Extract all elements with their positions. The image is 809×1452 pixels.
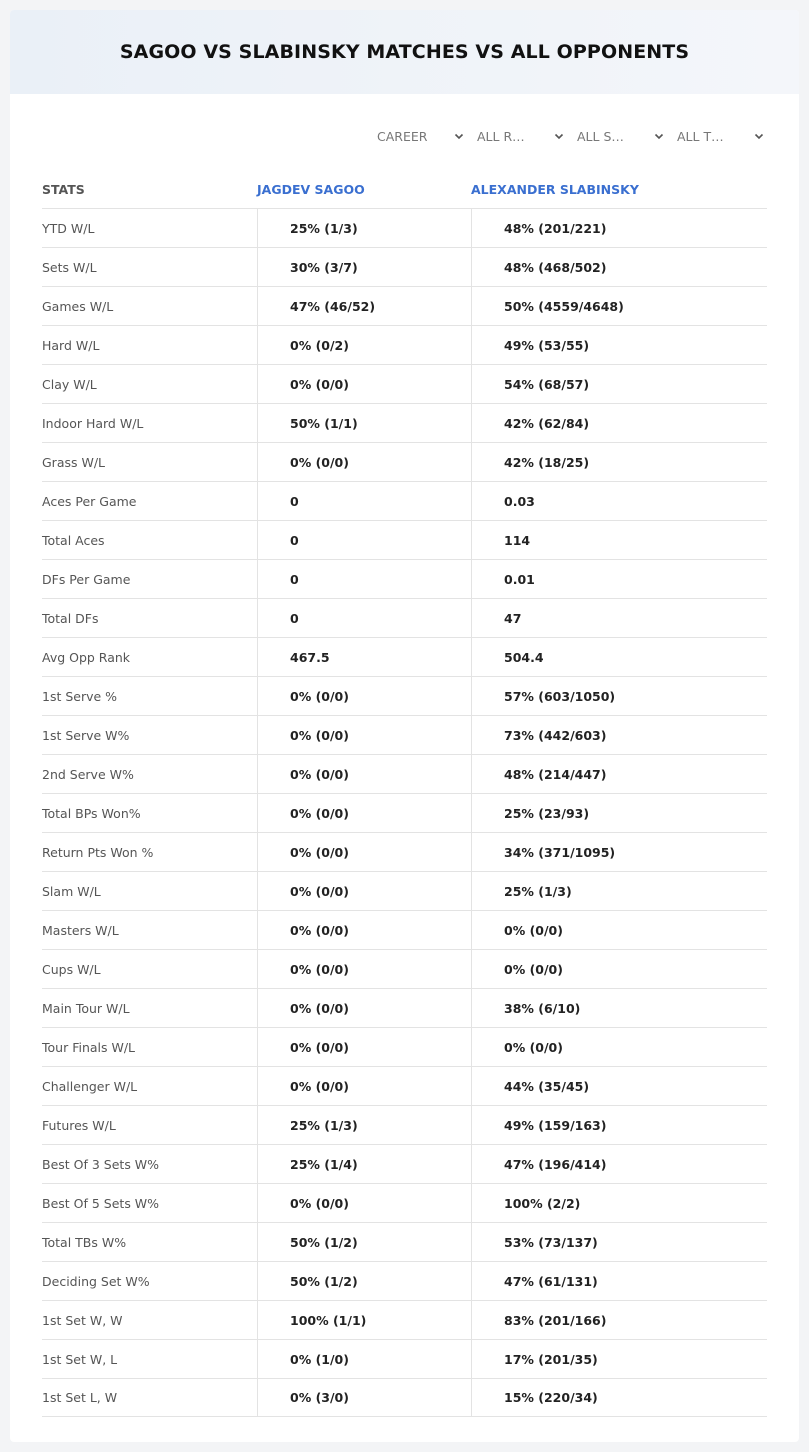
player1-value-cell: 0% (0/0) bbox=[257, 911, 471, 949]
stat-name-cell: Total TBs W% bbox=[42, 1234, 127, 1250]
player2-value-cell: 53% (73/137) bbox=[471, 1223, 767, 1261]
player2-value-cell: 73% (442/603) bbox=[471, 716, 767, 754]
table-row bbox=[42, 325, 767, 364]
player2-value-cell: 48% (214/447) bbox=[471, 755, 767, 793]
player2-value-cell: 54% (68/57) bbox=[471, 365, 767, 403]
player1-value-cell: 0% (0/0) bbox=[257, 716, 471, 754]
table-row bbox=[42, 208, 767, 247]
player1-value-cell: 50% (1/2) bbox=[257, 1223, 471, 1261]
player2-value-cell: 0% (0/0) bbox=[471, 950, 767, 988]
stat-name-cell: Games W/L bbox=[42, 298, 114, 314]
stat-name-cell: Cups W/L bbox=[42, 961, 101, 977]
table-row bbox=[42, 1261, 767, 1300]
table-row bbox=[42, 949, 767, 988]
table-row bbox=[42, 988, 767, 1027]
table-row bbox=[42, 364, 767, 403]
player2-value-cell: 17% (201/35) bbox=[471, 1340, 767, 1378]
stat-name-cell: DFs Per Game bbox=[42, 571, 131, 587]
player2-value-cell: 42% (62/84) bbox=[471, 404, 767, 442]
stat-name-cell: 1st Set L, W bbox=[42, 1390, 118, 1405]
column-header-stats: STATS bbox=[42, 182, 85, 197]
player2-value-cell: 48% (468/502) bbox=[471, 248, 767, 286]
player1-value-cell: 0% (1/0) bbox=[257, 1340, 471, 1378]
stat-name-cell: Best Of 5 Sets W% bbox=[42, 1195, 160, 1211]
player2-value-cell: 114 bbox=[471, 521, 767, 559]
player1-value-cell: 25% (1/4) bbox=[257, 1145, 471, 1183]
stat-name-cell: Challenger W/L bbox=[42, 1078, 138, 1094]
player1-value-cell: 0 bbox=[257, 599, 471, 637]
table-row bbox=[42, 286, 767, 325]
filter-bar bbox=[367, 126, 767, 146]
player1-value-cell: 0% (3/0) bbox=[257, 1379, 471, 1416]
player2-value-cell: 42% (18/25) bbox=[471, 443, 767, 481]
player1-value-cell: 0% (0/0) bbox=[257, 365, 471, 403]
player1-value-cell: 0% (0/0) bbox=[257, 677, 471, 715]
card-header bbox=[10, 10, 799, 94]
table-row bbox=[42, 559, 767, 598]
player1-value-cell: 467.5 bbox=[257, 638, 471, 676]
table-row bbox=[42, 715, 767, 754]
stat-name-cell: Return Pts Won % bbox=[42, 844, 154, 860]
stat-name-cell: Deciding Set W% bbox=[42, 1273, 150, 1289]
table-row bbox=[42, 481, 767, 520]
filter-surface-select[interactable] bbox=[567, 126, 667, 146]
player1-value-cell: 0 bbox=[257, 560, 471, 598]
stat-name-cell: Futures W/L bbox=[42, 1117, 116, 1133]
stat-name-cell: Aces Per Game bbox=[42, 493, 137, 509]
filter-label: CAREER bbox=[377, 128, 428, 144]
table-row bbox=[42, 1144, 767, 1183]
player2-value-cell: 15% (220/34) bbox=[471, 1379, 767, 1416]
player1-value-cell: 25% (1/3) bbox=[257, 209, 471, 247]
player2-value-cell: 100% (2/2) bbox=[471, 1184, 767, 1222]
stat-name-cell: Avg Opp Rank bbox=[42, 649, 131, 665]
player2-value-cell: 0.03 bbox=[471, 482, 767, 520]
player1-value-cell: 0% (0/0) bbox=[257, 989, 471, 1027]
player1-value-cell: 0% (0/2) bbox=[257, 326, 471, 364]
stat-name-cell: 1st Serve W% bbox=[42, 727, 130, 743]
player1-value-cell: 0 bbox=[257, 482, 471, 520]
filter-label: ALL T… bbox=[677, 128, 724, 144]
stats-card bbox=[10, 10, 799, 1442]
filter-period-select[interactable] bbox=[367, 126, 467, 146]
player1-value-cell: 0% (0/0) bbox=[257, 872, 471, 910]
table-row bbox=[42, 754, 767, 793]
player1-value-cell: 0% (0/0) bbox=[257, 1028, 471, 1066]
player1-value-cell: 0 bbox=[257, 521, 471, 559]
stat-name-cell: 1st Set W, W bbox=[42, 1312, 123, 1328]
column-header-player1-link[interactable]: JAGDEV SAGOO bbox=[257, 182, 365, 197]
stat-name-cell: Clay W/L bbox=[42, 376, 97, 392]
player2-value-cell: 25% (1/3) bbox=[471, 872, 767, 910]
player1-value-cell: 30% (3/7) bbox=[257, 248, 471, 286]
player1-value-cell: 0% (0/0) bbox=[257, 950, 471, 988]
table-row bbox=[42, 871, 767, 910]
page-title: SAGOO VS SLABINSKY MATCHES VS ALL OPPONENTS bbox=[119, 41, 690, 63]
player1-value-cell: 0% (0/0) bbox=[257, 833, 471, 871]
filter-tournament-select[interactable] bbox=[667, 126, 767, 146]
player2-value-cell: 49% (53/55) bbox=[471, 326, 767, 364]
table-row bbox=[42, 598, 767, 637]
table-row bbox=[42, 1183, 767, 1222]
table-row bbox=[42, 676, 767, 715]
table-row bbox=[42, 1300, 767, 1339]
table-row bbox=[42, 832, 767, 871]
table-row bbox=[42, 1339, 767, 1378]
player2-value-cell: 48% (201/221) bbox=[471, 209, 767, 247]
stat-name-cell: Masters W/L bbox=[42, 922, 119, 938]
stat-name-cell: 1st Set W, L bbox=[42, 1351, 118, 1367]
filter-label: ALL R… bbox=[477, 128, 525, 144]
player2-value-cell: 47% (61/131) bbox=[471, 1262, 767, 1300]
player2-value-cell: 0% (0/0) bbox=[471, 911, 767, 949]
player1-value-cell: 100% (1/1) bbox=[257, 1301, 471, 1339]
player1-value-cell: 0% (0/0) bbox=[257, 443, 471, 481]
table-row bbox=[42, 910, 767, 949]
player1-value-cell: 0% (0/0) bbox=[257, 1067, 471, 1105]
chevron-down-icon bbox=[453, 130, 465, 142]
stat-name-cell: Tour Finals W/L bbox=[42, 1039, 136, 1055]
player2-value-cell: 83% (201/166) bbox=[471, 1301, 767, 1339]
stat-name-cell: YTD W/L bbox=[42, 220, 95, 236]
player1-value-cell: 0% (0/0) bbox=[257, 755, 471, 793]
table-row bbox=[42, 403, 767, 442]
chevron-down-icon bbox=[753, 130, 765, 142]
player2-value-cell: 0% (0/0) bbox=[471, 1028, 767, 1066]
stat-name-cell: Indoor Hard W/L bbox=[42, 415, 144, 431]
table-header bbox=[42, 171, 767, 208]
stat-name-cell: 2nd Serve W% bbox=[42, 766, 134, 782]
stat-name-cell: Slam W/L bbox=[42, 883, 101, 899]
table-row bbox=[42, 1066, 767, 1105]
table-row bbox=[42, 637, 767, 676]
player1-value-cell: 0% (0/0) bbox=[257, 794, 471, 832]
stat-name-cell: Main Tour W/L bbox=[42, 1000, 130, 1016]
stat-name-cell: Hard W/L bbox=[42, 337, 100, 353]
player2-value-cell: 47 bbox=[471, 599, 767, 637]
player1-value-cell: 0% (0/0) bbox=[257, 1184, 471, 1222]
stat-name-cell: Total BPs Won% bbox=[42, 805, 141, 821]
table-row bbox=[42, 1105, 767, 1144]
player2-value-cell: 57% (603/1050) bbox=[471, 677, 767, 715]
filter-label: ALL S… bbox=[577, 128, 624, 144]
stat-name-cell: Total DFs bbox=[42, 610, 99, 626]
stat-name-cell: Total Aces bbox=[42, 532, 105, 548]
player2-value-cell: 0.01 bbox=[471, 560, 767, 598]
player2-value-cell: 504.4 bbox=[471, 638, 767, 676]
filter-round-select[interactable] bbox=[467, 126, 567, 146]
stat-name-cell: Grass W/L bbox=[42, 454, 106, 470]
player2-value-cell: 50% (4559/4648) bbox=[471, 287, 767, 325]
stat-name-cell: 1st Serve % bbox=[42, 688, 118, 704]
player1-value-cell: 25% (1/3) bbox=[257, 1106, 471, 1144]
table-row bbox=[42, 1027, 767, 1066]
column-header-player2-link[interactable]: ALEXANDER SLABINSKY bbox=[471, 182, 639, 197]
table-row bbox=[42, 520, 767, 559]
chevron-down-icon bbox=[553, 130, 565, 142]
chevron-down-icon bbox=[653, 130, 665, 142]
stats-table-body bbox=[42, 208, 767, 1417]
player2-value-cell: 44% (35/45) bbox=[471, 1067, 767, 1105]
player2-value-cell: 34% (371/1095) bbox=[471, 833, 767, 871]
table-row bbox=[42, 1222, 767, 1261]
stat-name-cell: Sets W/L bbox=[42, 259, 97, 275]
player1-value-cell: 50% (1/2) bbox=[257, 1262, 471, 1300]
stat-name-cell: Best Of 3 Sets W% bbox=[42, 1156, 160, 1172]
table-row bbox=[42, 247, 767, 286]
player2-value-cell: 47% (196/414) bbox=[471, 1145, 767, 1183]
player2-value-cell: 38% (6/10) bbox=[471, 989, 767, 1027]
table-row bbox=[42, 1378, 767, 1417]
player2-value-cell: 25% (23/93) bbox=[471, 794, 767, 832]
player2-value-cell: 49% (159/163) bbox=[471, 1106, 767, 1144]
table-row bbox=[42, 442, 767, 481]
table-row bbox=[42, 793, 767, 832]
player1-value-cell: 50% (1/1) bbox=[257, 404, 471, 442]
player1-value-cell: 47% (46/52) bbox=[257, 287, 471, 325]
